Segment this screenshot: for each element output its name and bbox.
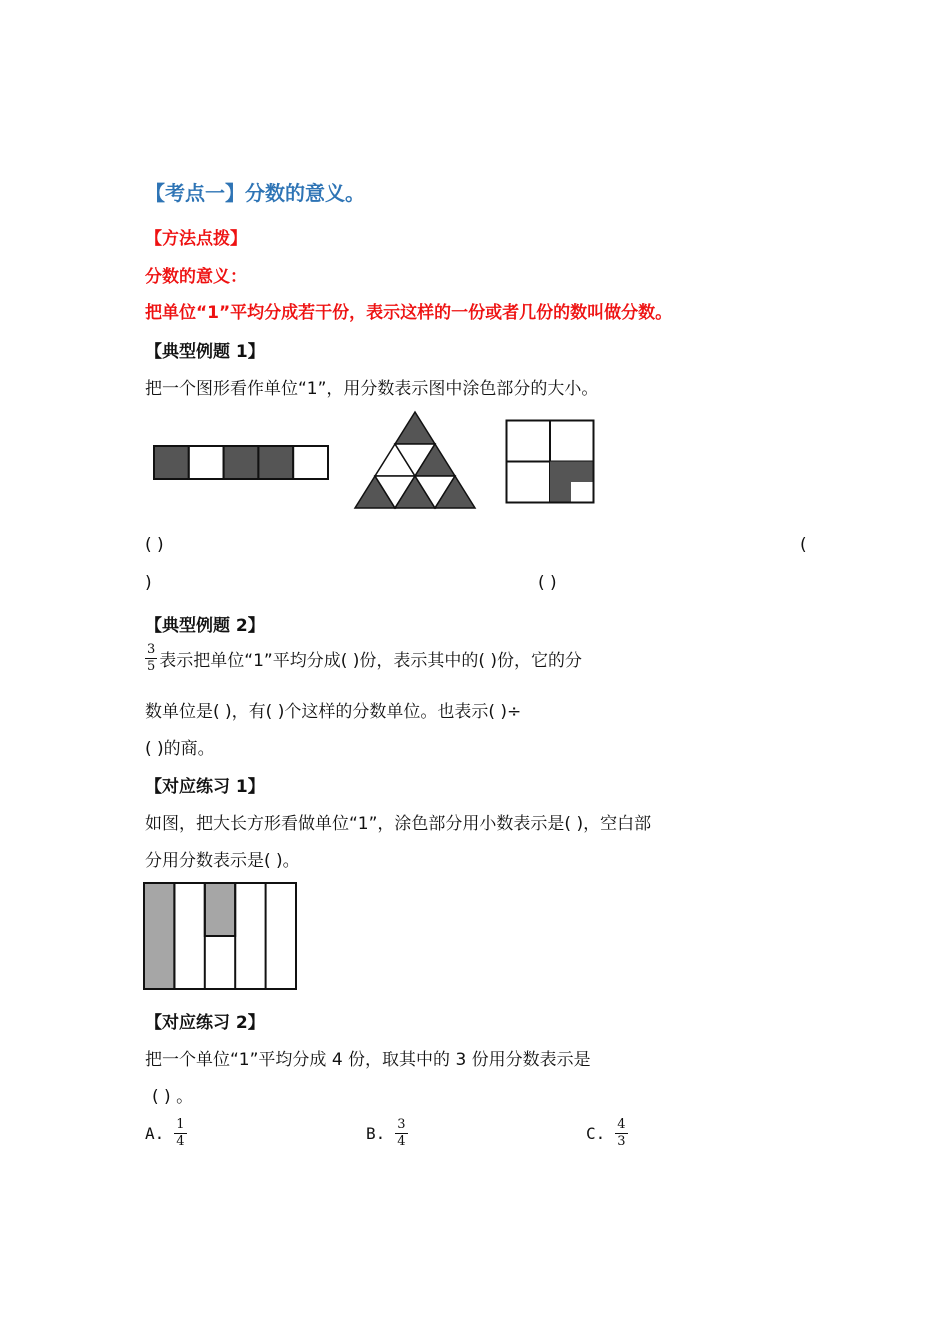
option-b[interactable]	[366, 1117, 408, 1150]
fraction-denominator: 4	[176, 1134, 185, 1149]
option-label: A.	[145, 1124, 165, 1143]
example2-line1: 表示把单位“1”平均分成( )份，表示其中的( )份，它的分	[159, 651, 583, 671]
practice2-line2: ( ) 。	[152, 1087, 194, 1107]
fraction-numerator: 1	[176, 1117, 185, 1132]
triangle-figure	[353, 410, 477, 510]
example2-line2: 数单位是( )，有( )个这样的分数单位。也表示( )÷	[145, 702, 522, 722]
rectangle-shaded-half-column	[205, 883, 235, 936]
example1-prompt: 把一个图形看作单位“1”，用分数表示图中涂色部分的大小。	[145, 379, 599, 399]
example1-blank-2-open[interactable]: (	[800, 535, 807, 555]
example2-line1-row	[145, 642, 582, 675]
example1-blank-2-close[interactable]: )	[145, 573, 152, 593]
method-title: 【方法点拨】	[145, 229, 247, 249]
strip-cell-blank	[189, 446, 224, 479]
fraction-denominator: 3	[617, 1134, 626, 1149]
practice1-line2: 分用分数表示是( )。	[145, 851, 300, 871]
strip-cell-shaded	[154, 446, 189, 479]
option-fraction	[395, 1117, 407, 1150]
option-c[interactable]	[586, 1117, 628, 1150]
practice2-title: 【对应练习 2】	[145, 1013, 265, 1033]
fraction-denominator: 5	[147, 659, 156, 674]
topic-heading: 【考点一】分数的意义。	[145, 181, 365, 205]
practice1-line1: 如图，把大长方形看做单位“1”，涂色部分用小数表示是( )，空白部	[145, 814, 652, 834]
option-fraction	[174, 1117, 186, 1150]
strip-cell-blank	[293, 446, 328, 479]
strip-cell-shaded	[258, 446, 293, 479]
strip-cell-shaded	[224, 446, 259, 479]
example2-line3: ( )的商。	[145, 739, 215, 759]
method-definition: 把单位“1”平均分成若干份，表示这样的一份或者几份的数叫做分数。	[145, 303, 673, 323]
square-small-blank	[571, 482, 594, 503]
example2-title: 【典型例题 2】	[145, 616, 265, 636]
option-label: B.	[366, 1124, 386, 1143]
example1-blank-1[interactable]: ( )	[145, 535, 164, 555]
practice1-title: 【对应练习 1】	[145, 777, 265, 797]
strip-figure	[153, 445, 329, 480]
option-fraction	[615, 1117, 627, 1150]
square-figure	[505, 419, 595, 504]
fraction-numerator: 3	[397, 1117, 406, 1132]
fraction-numerator: 4	[617, 1117, 626, 1132]
example1-title: 【典型例题 1】	[145, 342, 265, 362]
method-subtitle: 分数的意义：	[145, 267, 247, 287]
rectangle-shaded-column	[144, 883, 174, 989]
option-label: C.	[586, 1124, 606, 1143]
fraction-numerator: 3	[147, 642, 156, 657]
fraction-denominator: 4	[397, 1134, 406, 1149]
option-a[interactable]	[145, 1117, 187, 1150]
practice2-line1: 把一个单位“1”平均分成 4 份，取其中的 3 份用分数表示是	[145, 1050, 591, 1070]
example1-blank-3[interactable]: ( )	[538, 573, 557, 593]
fraction-three-fifths	[145, 642, 157, 675]
rectangle-figure	[143, 882, 297, 990]
triangle-shaded	[395, 412, 435, 444]
